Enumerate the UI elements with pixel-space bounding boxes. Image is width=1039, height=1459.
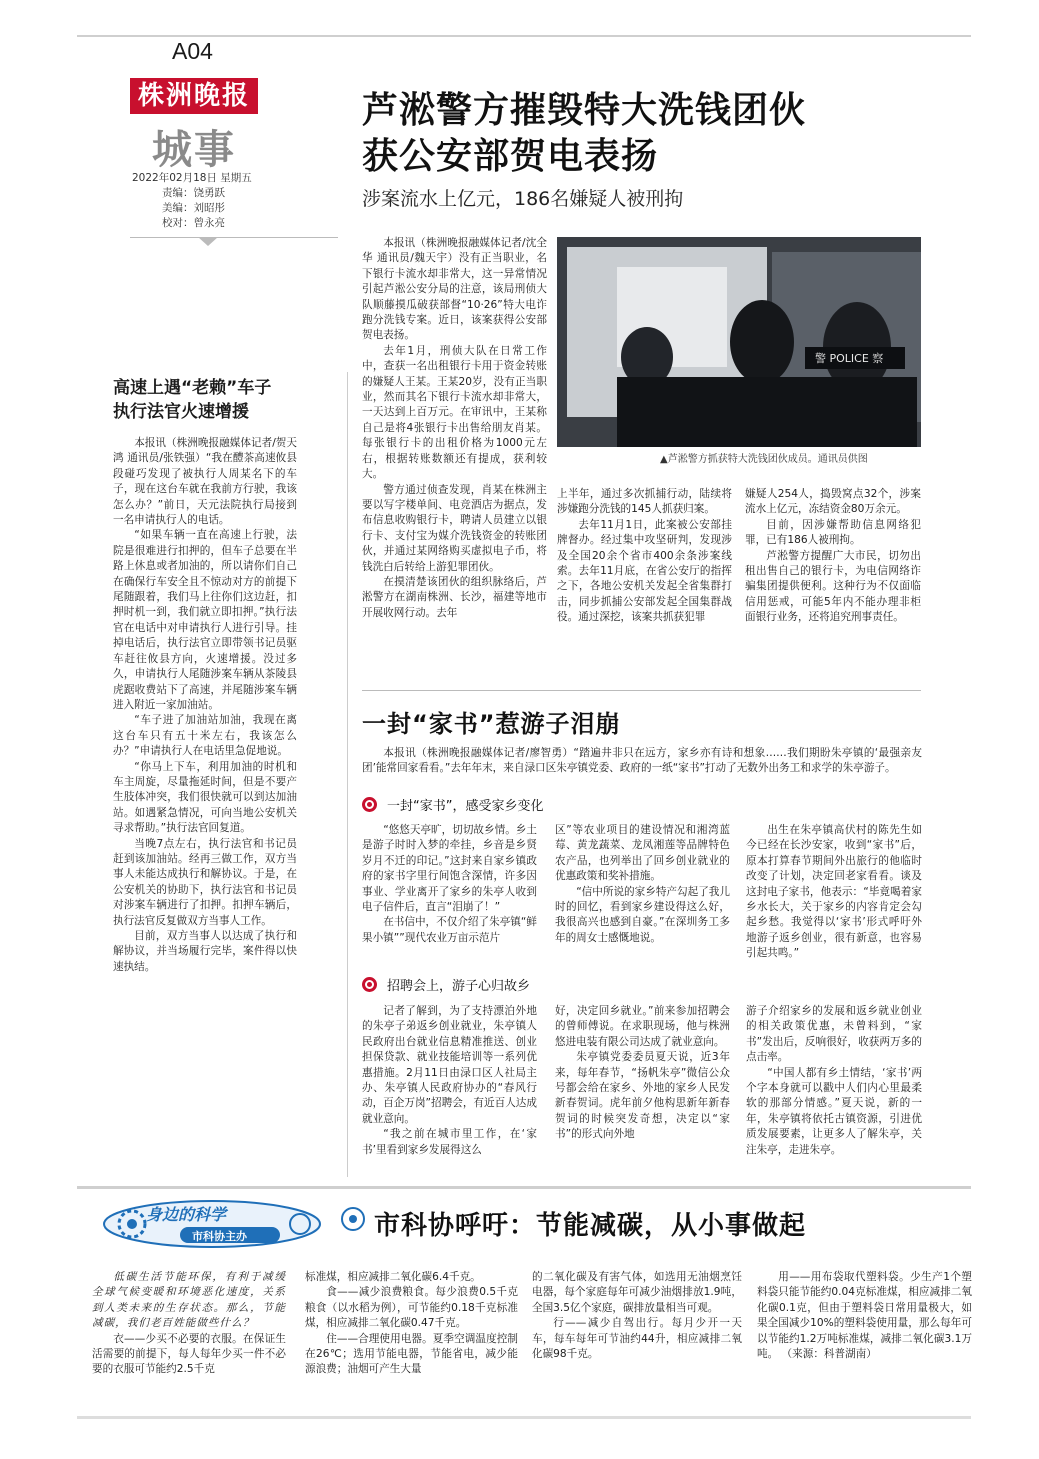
lead-headline-line2: 获公安部贺电表扬	[362, 136, 659, 177]
top-rule	[77, 35, 971, 37]
science-paragraph: 住——合理使用电器。夏季空调温度控制在26℃；选用节能电器，节能省电，减少能源浪费；油烟可产生大量	[305, 1332, 518, 1376]
letter-paragraph: 在书信中，不仅介绍了朱亭镇“鲜果小镇””现代农业万亩示范片	[362, 916, 537, 944]
lead-paragraph: 嫌疑人254人，捣毁窝点32个，涉案流水上亿元，冻结资金80万余元。	[745, 488, 921, 516]
letter-s1-col2	[555, 823, 730, 946]
letter-paragraph: 朱亭镇党委委员夏天说，近3年来，每年春节，“扬帆朱亭”微信公众号都会给在家乡、外地的家乡人民发新春贺词。虎年前夕他构思新年新春贺词的时候突发奇想，决定以“家书”的形式向外地	[555, 1051, 730, 1141]
letter-paragraph: “中国人都有乡土情结，‘家书’两个字本身就可以戳中人们内心里最柔软的那部分情感。”夏天说，新的一年，朱亭镇将依托古镇资源，引进优质发展要素，让更多人了解朱亭，关注朱亭，走进朱亭。	[746, 1066, 922, 1156]
police-text: 警 POLICE 察	[815, 352, 884, 365]
side-paragraph: 目前，双方当事人以达成了执行和解协议，并当场履行完毕，案件得以快速执结。	[113, 930, 297, 973]
lead-headline-line1: 芦淞警方摧毁特大洗钱团伙	[362, 90, 807, 131]
brain-gear-icon	[340, 1206, 366, 1232]
letter-s1-col3	[746, 823, 922, 962]
credit-designer: 美编：刘昭彤	[162, 202, 225, 214]
letter-s2-col3	[746, 1004, 922, 1158]
letter-subhead-2	[362, 975, 530, 994]
science-paragraph: 食——减少浪费粮食。每少浪费0.5千克粮食（以水稻为例），可节能约0.18千克标准煤，相应减排二氧化碳0.47千克。	[305, 1286, 518, 1330]
column-divider	[347, 372, 348, 1177]
story-divider	[362, 690, 921, 691]
section-title: 城事	[152, 126, 236, 173]
letter-subhead-2-text: 招聘会上，游子心归故乡	[387, 979, 531, 994]
badge-subtitle: 市科协主办	[192, 1230, 247, 1243]
side-paragraph: 当晚7点左右，执行法官和书记员赶到该加油站。经再三做工作，双方当事人未能达成执行和解协议。于是，在公安机关的协助下，执行法官和书记员对涉案车辆进行了扣押。扣押车辆后，执行法官反复做双方当事人工作。	[113, 837, 297, 927]
side-paragraph: “你马上下车，利用加油的时机和车主周旋，尽量拖延时间，但是不要产生肢体冲突，我们很快就可以到达加油站。如遇紧急情况，可向当地公安机关寻求帮助。”执行法官回复道。	[113, 760, 297, 835]
lead-paragraph: 本报讯（株洲晚报融媒体记者/沈全华 通讯员/魏天宇）没有正当职业，名下银行卡流水却非常大，这一异常情况引起芦淞公安分局的注意，该局刑侦大队顺藤摸瓜破获部督“10·26”特大电诈跑分洗钱专案。近日，该案获得公安部贺电表扬。	[362, 237, 547, 342]
letter-intro	[362, 746, 922, 777]
science-intro: 低碳生活节能环保，有利于减缓全球气候变暖和环境恶化速度，关系到人类未来的生存状态。那么，节能减碳，我们老百姓能做些什么？	[92, 1271, 286, 1330]
science-col2	[305, 1270, 518, 1378]
lead-paragraph: 目前，因涉嫌帮助信息网络犯罪，已有186人被刑拘。	[745, 518, 921, 547]
science-headline: 市科协呼吁：节能减碳，从小事做起	[374, 1211, 807, 1241]
lead-paragraph: 警方通过侦查发现，肖某在株洲主要以写字楼单间、电竞酒店为据点，发布信息收购银行卡，聘请人员建立以银行卡、支付宝为媒介洗钱资金的转账团伙，并通过某网络购买虚拟电子币，将钱洗白后转给上游犯罪团伙。	[362, 483, 547, 573]
science-paragraph: 标准煤，相应减排二氧化碳6.4千克。	[305, 1271, 481, 1283]
side-paragraph: “车子进了加油站加油，我现在离这台车只有五十米左右，我该怎么办？”申请执行人在电话里急促地说。	[113, 714, 297, 758]
letter-headline: 一封“家书”惹游子泪崩	[362, 710, 621, 738]
lead-paragraph: 上半年，通过多次抓捕行动，陆续将涉嫌跑分洗钱的145人抓获归案。	[557, 488, 732, 516]
lead-paragraph: 去年1月，刑侦大队在日常工作中，查获一名出租银行卡用于资金转账的嫌疑人王某。王某20岁，没有正当职业，然而其名下银行卡流水却非常大，一天达到上百万元。在审讯中，王某称自己是将4张银行卡出售给朋友肖某。每张银行卡的出租价格为1000元左右，根据转账数额还有提成，获利较大。	[362, 344, 547, 481]
lead-column-2	[557, 487, 732, 626]
side-paragraph: 本报讯（株洲晚报融媒体记者/贺天鸿 通讯员/张铁强）“我在醴茶高速攸县段碰巧发现了被执行人周某名下的车子，现在这台车就在我前方行驶，我该怎么办？”前日，天元法院执行局接到一名申请执行人的电话。	[113, 437, 297, 527]
bottom-rule	[77, 1416, 971, 1419]
credit-editor: 责编：饶勇跃	[162, 187, 225, 199]
science-top-rule	[77, 1186, 971, 1189]
science-col1	[92, 1270, 286, 1378]
letter-intro-text: 本报讯（株洲晚报融媒体记者/廖智勇）“踏遍井非只在远方，家乡亦有诗和想象……我们期盼朱亭镇的‘最强亲友团’能常回家看看。”去年年末，来自渌口区朱亭镇党委、政府的一纸“家书”打动了无数外出务工和求学的朱亭游子。	[362, 747, 922, 775]
page-number: A04	[172, 38, 213, 64]
science-paragraph: 的二氧化碳及有害气体，如选用无油烟烹饪电器，每个家庭每年可减少油烟排放1.9吨，全国3.5亿个家庭，碳排放量相当可观。	[532, 1271, 742, 1314]
lead-paragraph: 去年11月1日，此案被公安部挂牌督办。经过集中攻坚研判，发现涉及全国20余个省市400余条涉案线索。去年11月底，在省公安厅的指挥之下，各地公安机关发起全省集群打击，同步抓捕公安部发起全国集群战役。通过深挖，该案共抓获犯罪	[557, 518, 732, 624]
credit-proofreader: 校对：曾永亮	[162, 217, 225, 229]
side-headline-line2: 执行法官火速增援	[113, 402, 249, 422]
masthead-notch	[198, 237, 218, 246]
lead-column-1	[362, 236, 547, 621]
science-paragraph: 行——减少自驾出行。每月少开一天车，每车每年可节油约44升，相应减排二氧化碳98千克。	[532, 1317, 742, 1361]
newspaper-logo: 株洲晚报	[130, 78, 258, 114]
letter-paragraph: 出生在朱亭镇高伏村的陈先生如今已经在长沙安家，收到“家书”后，原本打算春节期间外出旅行的他临时改变了计划，决定回老家看看。谈及这封电子家书，他表示：“毕竟喝着家乡水长大，关于家乡的内容肯定会勾起乡愁。我觉得以‘家书’形式呼吁外地游子返乡创业，很有新意，也容易引起共鸣。”	[746, 824, 922, 960]
badge-title: 身边的科学	[146, 1205, 227, 1224]
letter-paragraph: “我之前在城市里工作，在‘家书’里看到家乡发展得这么	[362, 1128, 537, 1156]
side-story-body	[113, 436, 297, 975]
lead-subtitle: 涉案流水上亿元，186名嫌疑人被刑拘	[362, 188, 684, 210]
letter-s2-col1	[362, 1004, 537, 1158]
lead-paragraph: 在摸清楚该团伙的组织脉络后，芦淞警方在湖南株洲、长沙，福建等地市开展收网行动。去年	[362, 575, 547, 619]
side-headline	[113, 376, 338, 424]
letter-paragraph: 游子介绍家乡的发展和返乡就业创业的相关政策优惠，未曾料到，“家书”发出后，反响很好，收获两万多的点击率。	[746, 1005, 922, 1064]
science-badge	[100, 1198, 325, 1250]
photo-caption: ▲芦淞警方抓获特大洗钱团伙成员。通讯员供图	[660, 454, 868, 465]
side-headline-line1: 高速上遇“老赖”车子	[113, 378, 272, 398]
letter-paragraph: 区”等农业项目的建设情况和湘湾蓝莓、黄龙蔬菜、龙凤湘莲等品牌特色农产品，也列举出了回乡创业就业的优惠政策和奖补措施。	[555, 824, 730, 883]
photo-illustration	[557, 237, 921, 447]
letter-paragraph: 记者了解到，为了支持漂泊外地的朱亭子弟返乡创业就业，朱亭镇人民政府出台就业信息精准推送、创业担保贷款、就业技能培训等一系列优惠措施。2月11日由渌口区人社局主办、朱亭镇人民政府协办的“春风行动，百企万岗”招聘会，有近百人达成就业意向。	[362, 1005, 537, 1125]
letter-subhead-1	[362, 795, 543, 814]
letter-subhead-1-text: 一封“家书”，感受家乡变化	[387, 799, 544, 814]
letter-paragraph: “悠悠天亭旷，切切故乡情。乡土是游子时时入梦的牵挂，乡音是乡贤岁月不迁的印记。”这封来自家乡镇政府的家书字里行间饱含深情，许多因事业、学业离开了家乡的朱亭人收到电子信件后，直言“泪崩了！”	[362, 824, 537, 914]
lead-headline	[362, 88, 806, 180]
date-block	[132, 171, 252, 231]
bullet-circle-icon	[362, 797, 377, 812]
science-paragraph: 衣——少买不必要的衣服。在保证生活需要的前提下，每人每年少买一件不必要的衣服可节能约2.5千克	[92, 1332, 286, 1376]
science-col4	[757, 1270, 972, 1362]
letter-paragraph: “信中所说的家乡特产勾起了我儿时的回忆，看到家乡建设得这么好，我很高兴也感到自豪。”在深圳务工多年的周女士感慨地说。	[555, 885, 730, 944]
masthead-rule	[130, 237, 338, 238]
news-photo	[557, 237, 921, 447]
lead-column-3	[745, 487, 921, 626]
letter-paragraph: 好，决定回乡就业。”前来参加招聘会的曾师傅说。在求职现场，他与株洲悠进电装有限公司达成了就业意向。	[555, 1005, 730, 1048]
science-col3	[532, 1270, 742, 1362]
science-paragraph: 用——用布袋取代塑料袋。少生产1个塑料袋只能节能约0.04克标准煤，相应减排二氧化碳0.1克，但由于塑料袋日常用量极大，如果全国减少10%的塑料袋使用量，那么每年可以节能约1.2万吨标准煤，减排二氧化碳3.1万吨。 （来源：科普湖南）	[757, 1271, 972, 1361]
letter-s2-col2	[555, 1004, 730, 1143]
letter-s1-col1	[362, 823, 537, 946]
lead-paragraph: 芦淞警方提醒广大市民，切勿出租出售自己的银行卡，为电信网络诈骗集团提供便利。这种行为不仅面临信用惩戒，可能5年内不能办理非柜面银行业务，还将追究刑事责任。	[745, 549, 921, 624]
issue-date: 2022年02月18日 星期五	[132, 172, 252, 184]
side-paragraph: “如果车辆一直在高速上行驶，法院是很难进行扣押的，但车子总要在半路上休息或者加油的，所以请你们自己在确保行车安全且不惊动对方的前提下尾随跟着，我们马上往你们这边赶，扣押时机一到，我们就立即扣押。”执行法官在电话中对申请执行人进行引导。挂掉电话后，执行法官立即带领书记员驱车赶往攸县方向，火速增援。没过多久，申请执行人尾随涉案车辆从茶陵县虎踞收费站下了高速，并尾随涉案车辆进入附近一家加油站。	[113, 529, 297, 711]
bullet-circle-icon	[362, 977, 377, 992]
